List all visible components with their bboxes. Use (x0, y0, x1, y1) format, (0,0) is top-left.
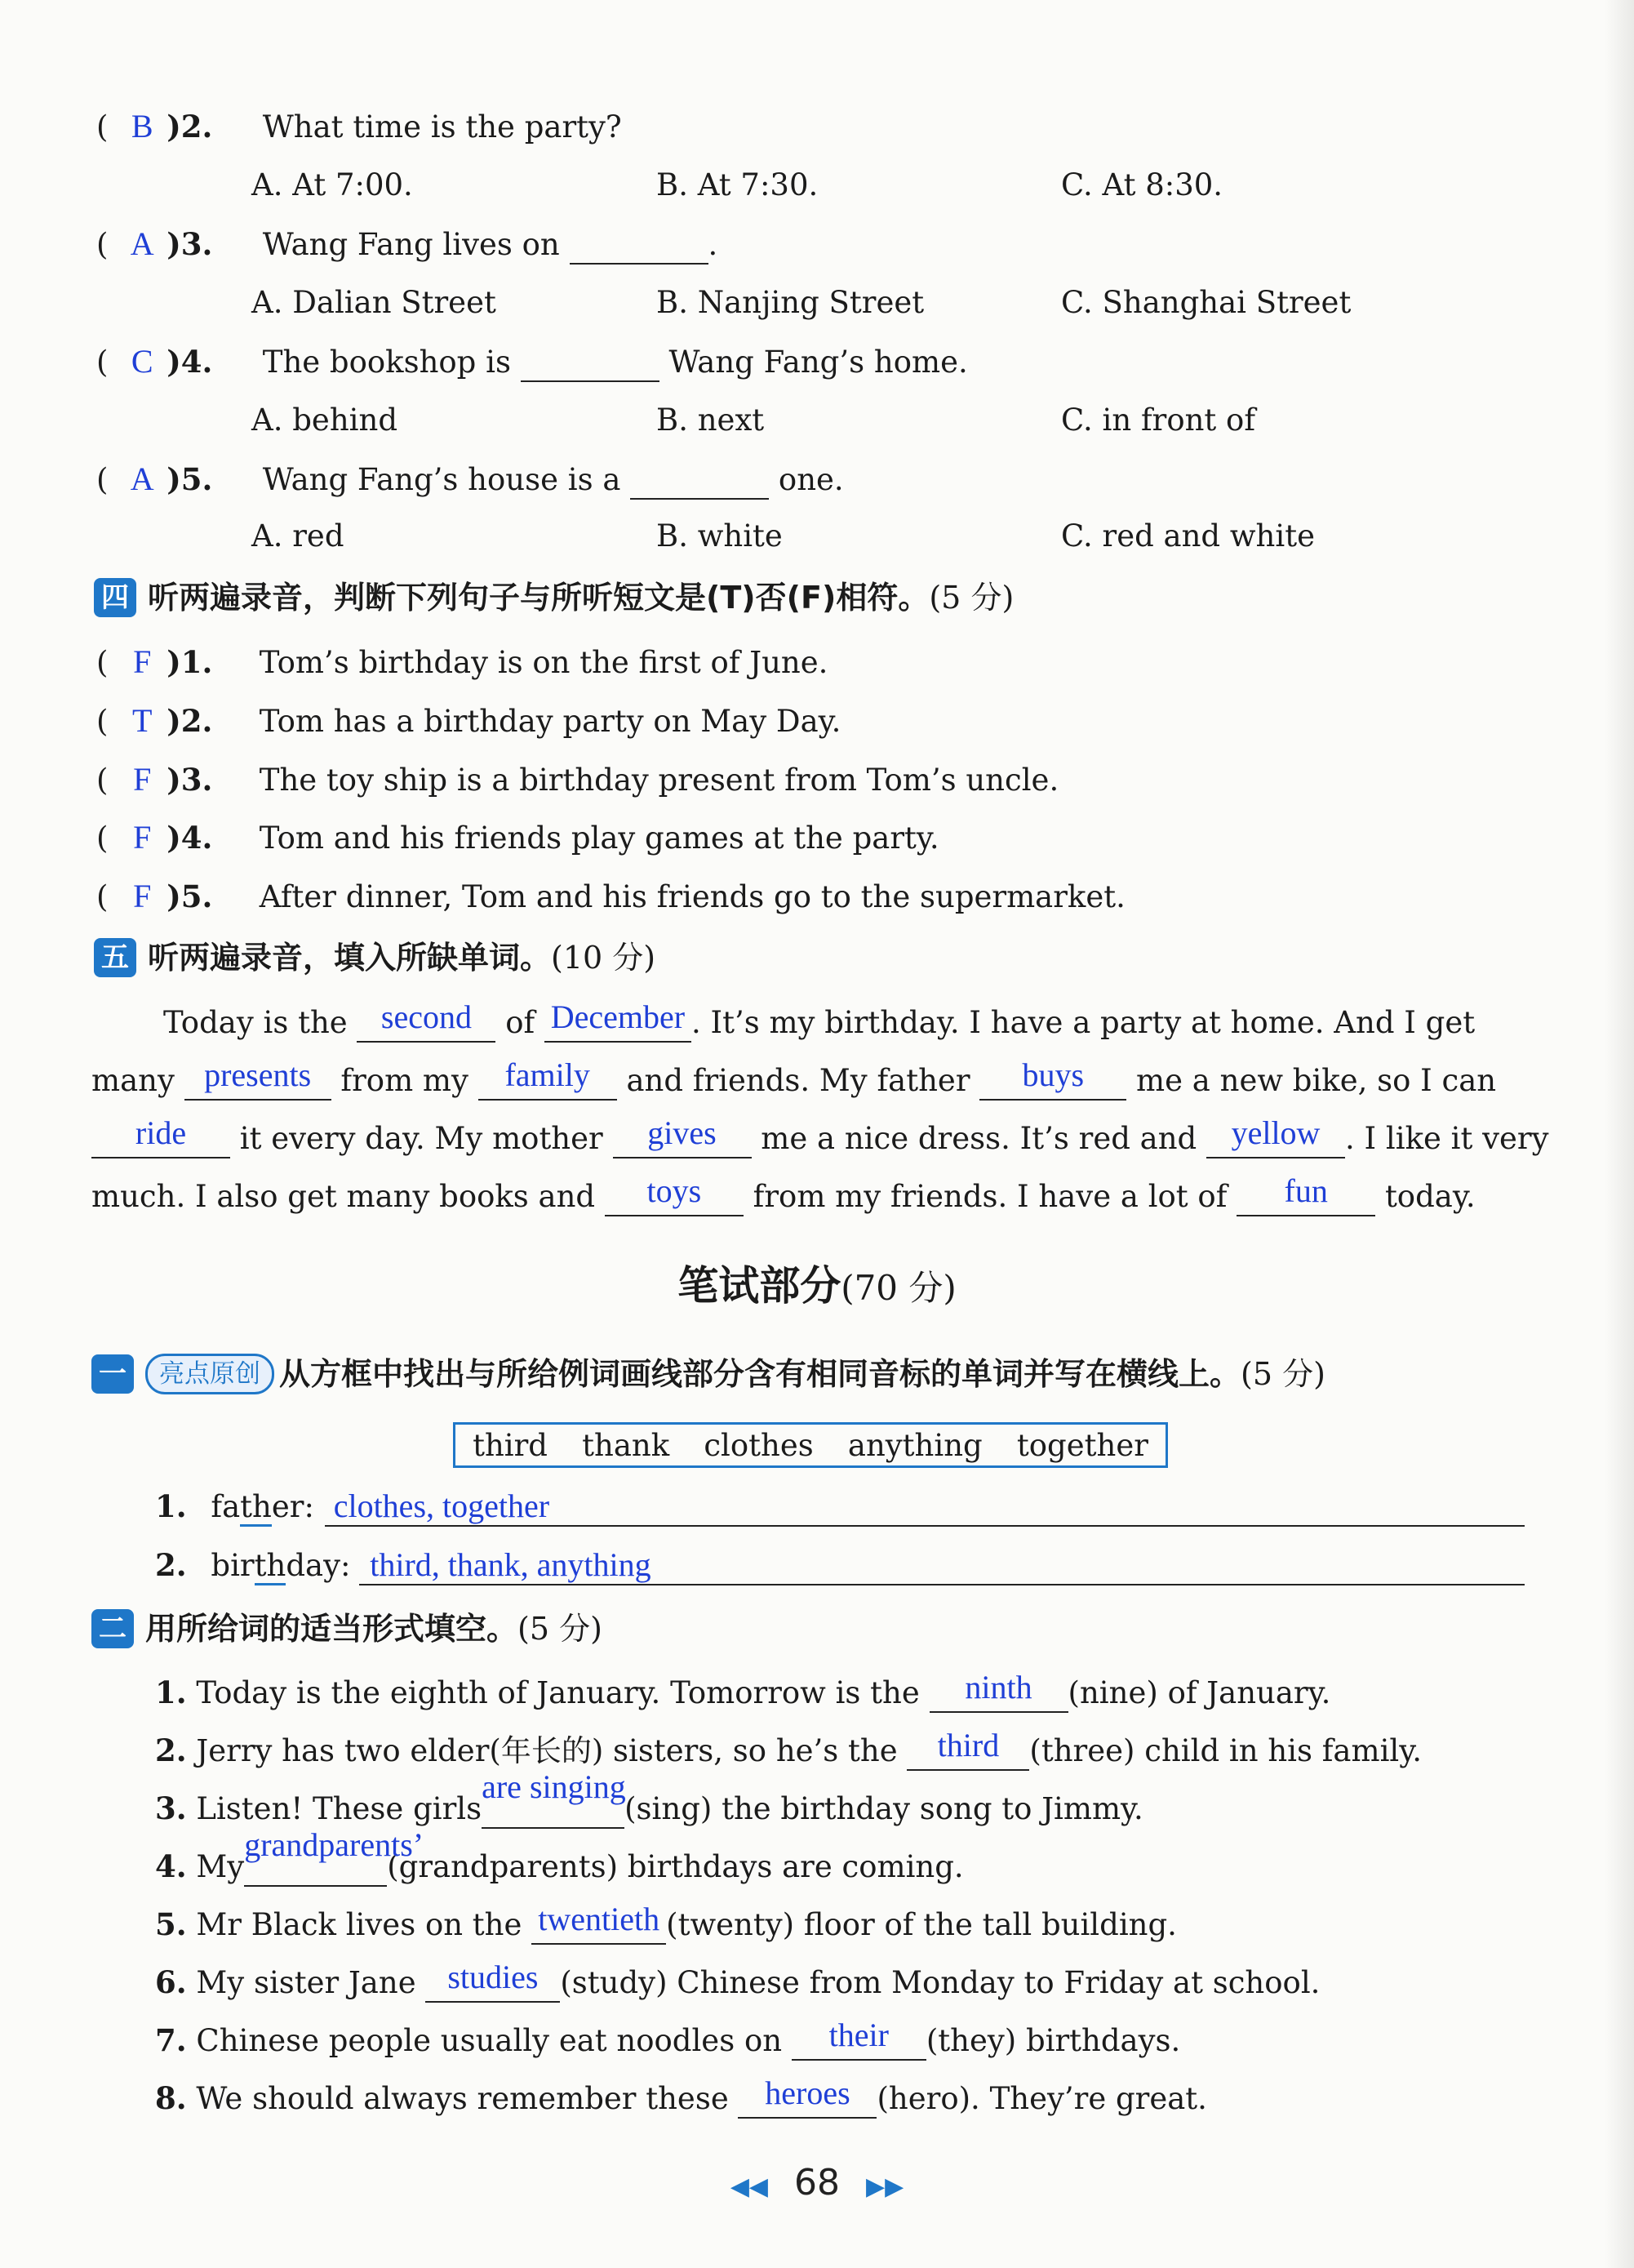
q3-row: ( A )3. Wang Fang lives on . (96, 224, 717, 265)
section5-badge: 五 (94, 938, 136, 977)
w1-item-1-underlined: th (240, 1489, 272, 1527)
s5-answer-3: presents (204, 1056, 312, 1093)
page-edge-shadow (1605, 0, 1634, 2268)
s5-line-3: ride it every day. My mother gives me a nice dress. It’s red and yellow . I like it very (91, 1118, 1549, 1159)
w1-score: (5 分) (1241, 1356, 1325, 1392)
w1-item-2-underlined: th (255, 1548, 286, 1585)
s5-answer-2: December (550, 998, 686, 1035)
section4-title: 听两遍录音，判断下列句子与所听短文是(T)否(F)相符。 (148, 580, 930, 616)
s5-answer-10: fun (1284, 1172, 1328, 1209)
q5-row: ( A )5. Wang Fang’s house is a one. (96, 459, 844, 500)
w1-title: 从方框中找出与所给例词画线部分含有相同音标的单词并写在横线上。 (279, 1356, 1241, 1392)
q2-answer: B (131, 108, 153, 145)
section4-score: (5 分) (929, 580, 1015, 616)
w2-answer-3: are singing (482, 1768, 626, 1805)
w2-header (91, 1608, 602, 1649)
w1-line-1 (325, 1525, 1525, 1527)
q2-option-a: A. At 7:00. (251, 167, 413, 202)
q4-option-b: B. next (656, 402, 765, 438)
w2-title: 用所给词的适当形式填空。 (145, 1611, 518, 1647)
s4-item-3: ( F )3. The toy ship is a birthday present from Tom’s uncle. (96, 761, 1059, 798)
q5-option-a: A. red (251, 518, 344, 554)
next-arrows-icon: ▶▶ (866, 2172, 904, 2201)
w2-score: (5 分) (517, 1611, 602, 1647)
w1-answer-1: clothes, together (333, 1488, 550, 1524)
q4-option-a: A. behind (251, 402, 398, 438)
section5-header (94, 937, 655, 978)
word-box-item: anything (847, 1427, 983, 1463)
section4-badge: 四 (94, 578, 136, 617)
s4-item-2: ( T )2. Tom has a birthday party on May Day. (96, 702, 841, 739)
w2-item-1: 1. Today is the eighth of January. Tomorrow is the ninth (nine) of January. (155, 1672, 1330, 1714)
q4-row: ( C )4. The bookshop is Wang Fang’s home. (96, 341, 968, 383)
w1-line-2 (359, 1584, 1525, 1585)
w2-item-4: 4. Mygrandparents’(grandparents) birthdays are coming. (155, 1846, 964, 1888)
word-box-item: together (1016, 1427, 1148, 1463)
word-box-item: thank (582, 1427, 670, 1463)
w2-item-8: 8. We should always remember these heroes (hero). They’re great. (155, 2078, 1207, 2119)
q5-option-b: B. white (656, 518, 783, 554)
q4-option-c: C. in front of (1061, 402, 1256, 438)
q3-option-c: C. Shanghai Street (1061, 285, 1352, 320)
page-number: 68 (794, 2162, 840, 2204)
w2-item-7: 7. Chinese people usually eat noodles on their (they) birthdays. (155, 2020, 1180, 2061)
s5-line-1: Today is the second of December . It’s my birthday. I have a party at home. And I get (163, 1003, 1475, 1043)
s5-answer-1: second (380, 998, 472, 1035)
word-box (453, 1422, 1168, 1468)
w1-original-tag: 亮点原创 (145, 1354, 274, 1394)
w2-item-5: 5. Mr Black lives on the twentieth (twenty) floor of the tall building. (155, 1904, 1177, 1946)
w1-header (91, 1354, 1325, 1394)
s5-answer-8: yellow (1231, 1114, 1321, 1151)
s4-item-1: ( F )1. Tom’s birthday is on the first of June. (96, 643, 828, 680)
word-box-item: clothes (704, 1427, 814, 1463)
w2-answer-6: studies (447, 1959, 539, 1995)
page-footer (0, 2162, 1634, 2204)
q3-blank (570, 227, 708, 265)
w2-answer-1: ninth (965, 1669, 1032, 1705)
s4-item-4: ( F )4. Tom and his friends play games at the party. (96, 819, 939, 856)
s5-line-4: much. I also get many books and toys from my friends. I have a lot of fun today. (91, 1176, 1476, 1217)
q2-text: What time is the party? (262, 109, 622, 145)
word-box-item: third (473, 1427, 548, 1463)
q2-row: ( B )2. What time is the party? (96, 106, 622, 148)
q2-option-b: B. At 7:30. (656, 167, 819, 202)
s5-answer-4: family (504, 1056, 590, 1093)
w1-answer-2: third, thank, anything (370, 1546, 651, 1583)
w2-item-2: 2. Jerry has two elder(年长的) sisters, so he’s the third (three) child in his family. (155, 1730, 1422, 1772)
q5-blank (630, 462, 769, 500)
q3-answer: A (130, 225, 154, 262)
q2-option-c: C. At 8:30. (1061, 167, 1223, 202)
s5-answer-9: toys (646, 1172, 702, 1209)
s5-answer-5: buys (1022, 1056, 1085, 1093)
w2-answer-7: their (828, 2017, 889, 2053)
section5-title: 听两遍录音，填入所缺单词。 (148, 940, 552, 976)
q3-option-b: B. Nanjing Street (656, 285, 925, 320)
q5-option-c: C. red and white (1061, 518, 1315, 554)
w2-badge: 二 (91, 1609, 134, 1648)
w2-answer-4: grandparents’ (244, 1826, 424, 1863)
q4-blank (521, 345, 659, 382)
s5-answer-7: gives (647, 1114, 717, 1151)
w2-item-3: 3. Listen! These girlsare singing(sing) the birthday song to Jimmy. (155, 1788, 1143, 1830)
w2-answer-5: twentieth (538, 1901, 660, 1937)
prev-arrows-icon: ◀◀ (730, 2172, 768, 2201)
w1-item-2: 2. birthday: third, thank, anything (155, 1545, 651, 1586)
q5-answer: A (130, 460, 154, 497)
w1-badge: 一 (91, 1354, 134, 1394)
section4-header (94, 577, 1014, 618)
q3-option-a: A. Dalian Street (251, 285, 496, 320)
w2-item-6: 6. My sister Jane studies (study) Chinese from Monday to Friday at school. (155, 1962, 1320, 2003)
written-part-title: 笔试部分(70 分) (677, 1262, 957, 1310)
s4-item-5: ( F )5. After dinner, Tom and his friends go to the supermarket. (96, 878, 1126, 914)
section5-score: (10 分) (551, 940, 656, 976)
q4-answer: C (131, 343, 153, 380)
s5-answer-6: ride (135, 1114, 187, 1151)
w2-answer-8: heroes (765, 2075, 850, 2111)
s5-line-2: many presents from my family and friends. My father buys me a new bike, so I can (91, 1061, 1496, 1101)
w1-item-1: 1. father: clothes, together (155, 1486, 549, 1528)
w2-answer-2: third (937, 1727, 1000, 1763)
